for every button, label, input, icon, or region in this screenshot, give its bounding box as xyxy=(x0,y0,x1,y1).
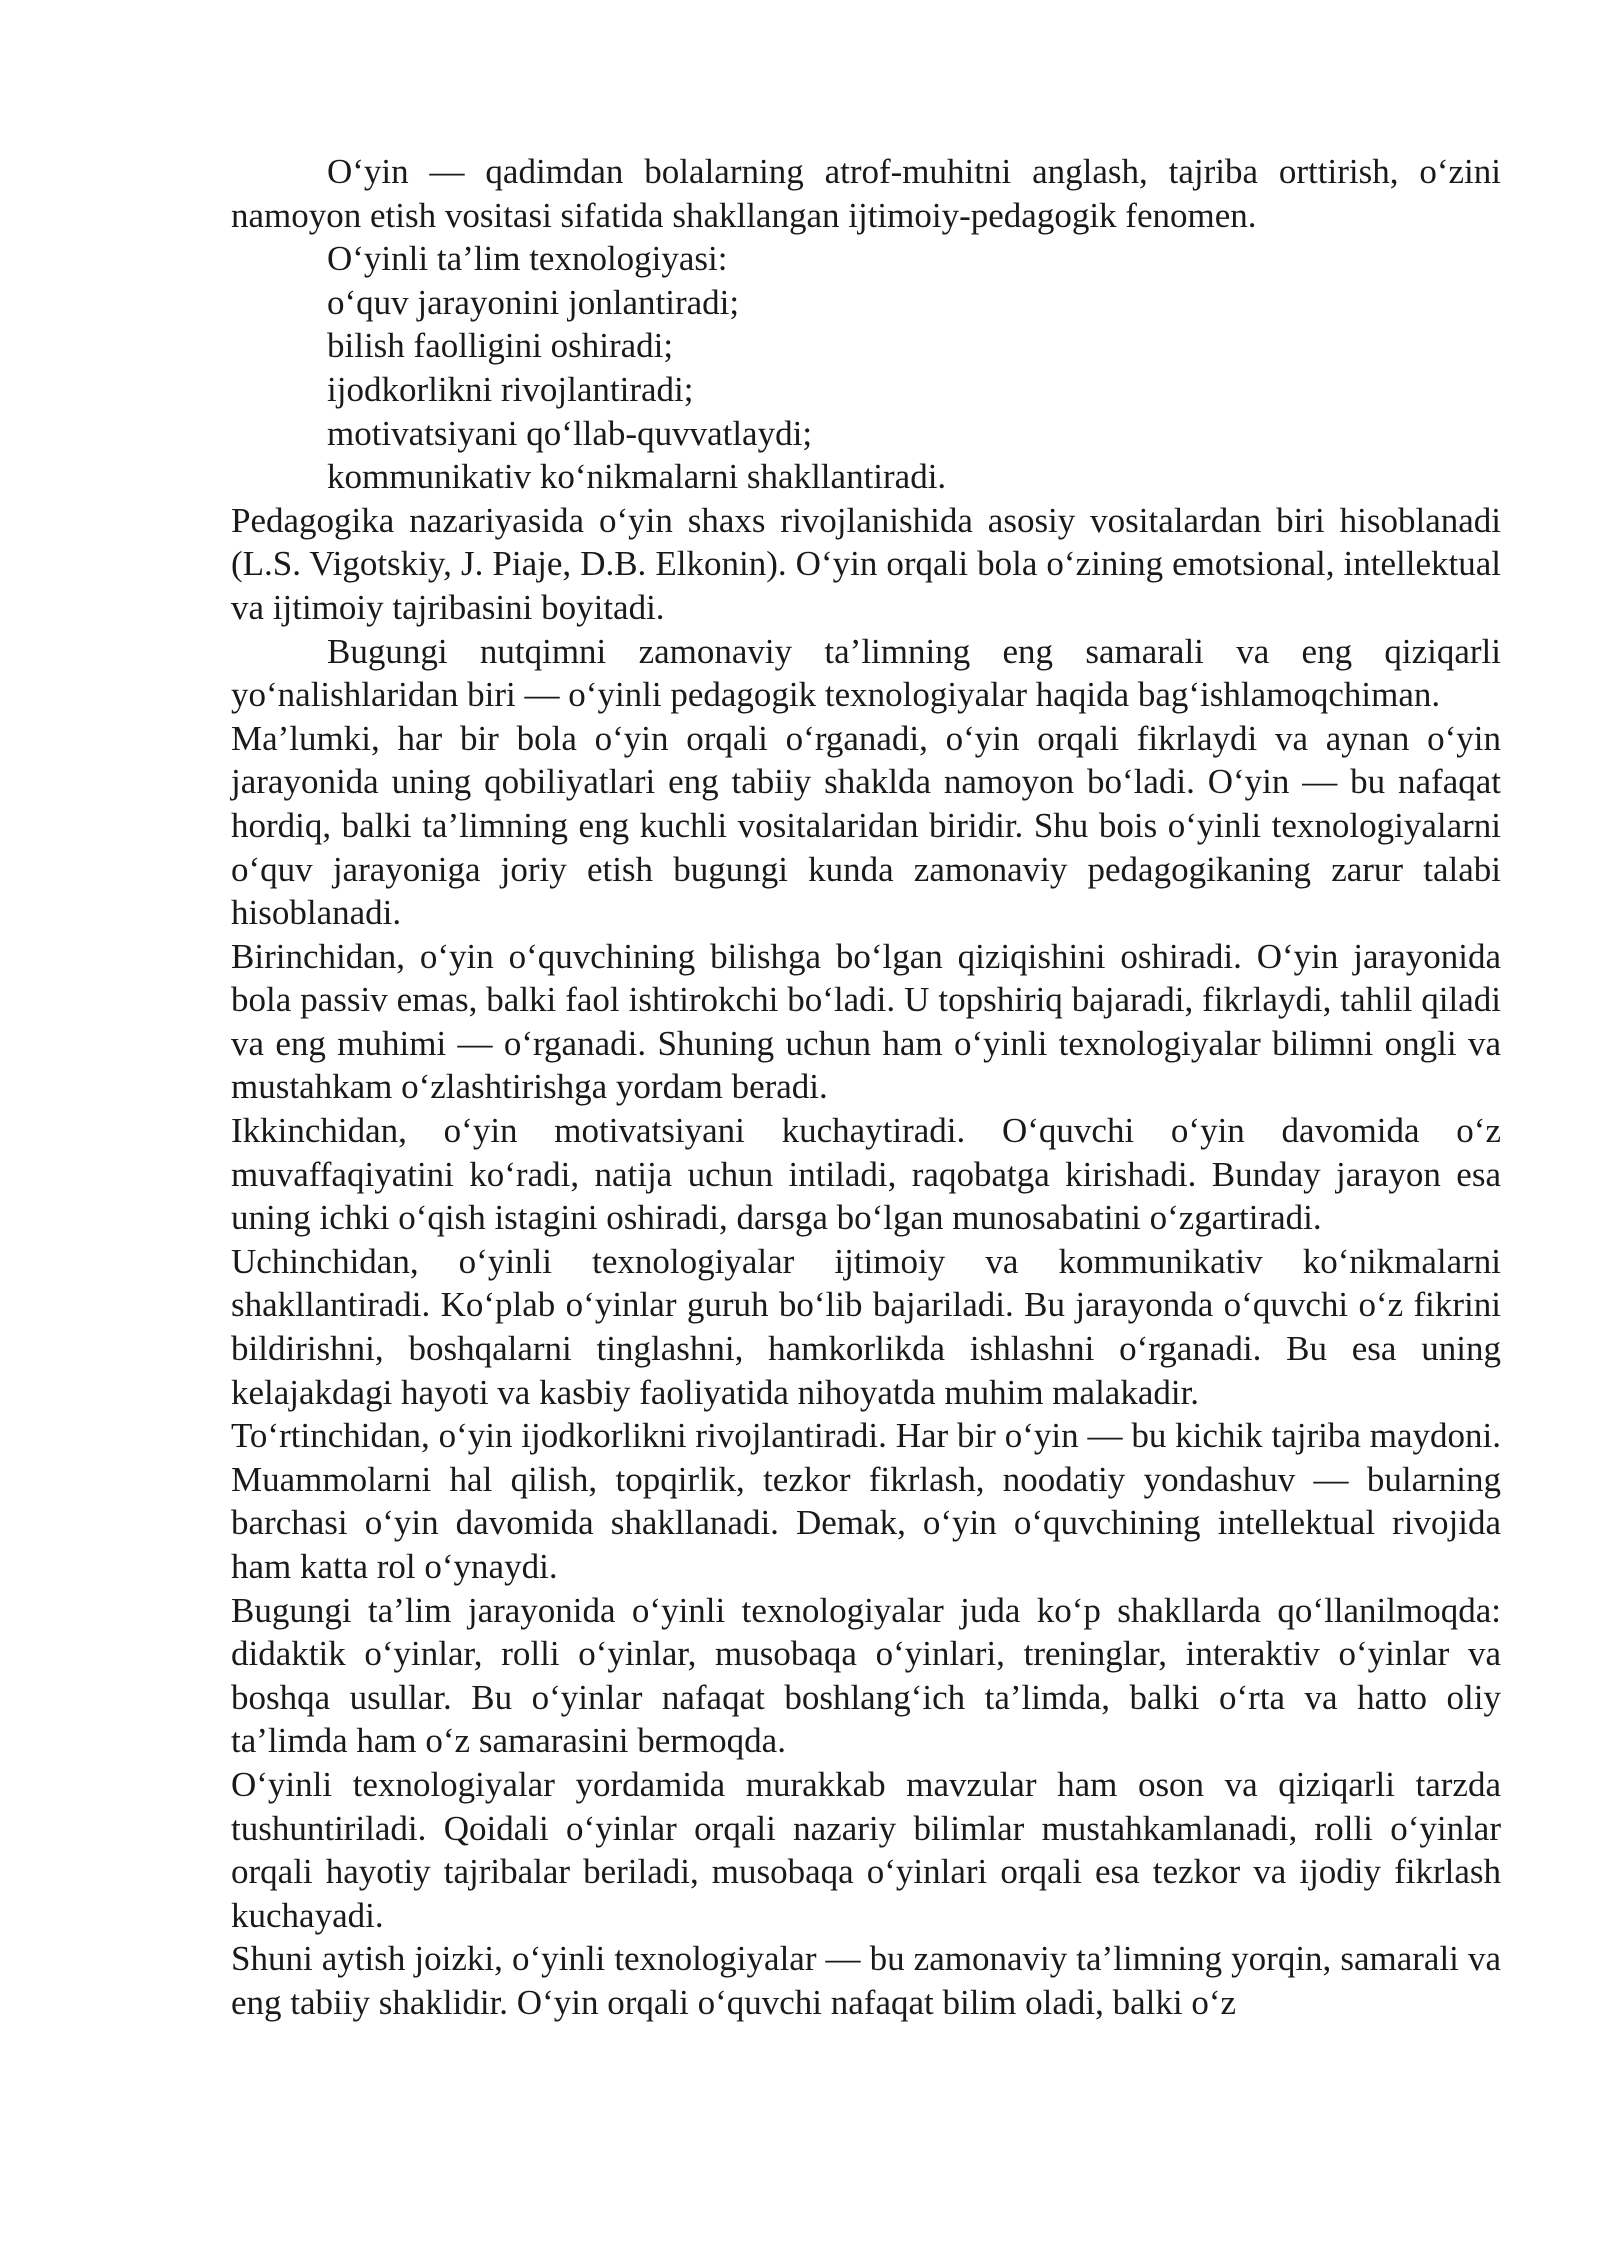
body-paragraph: To‘rtinchidan, o‘yin ijodkorlikni rivojlantiradi. Har bir o‘yin — bu kichik tajriba maydoni. Muammolarni hal qilish, topqirlik, tezkor fikrlash, noodatiy yondashuv — bularning barchasi o‘yin davomida shakllanadi. Demak, o‘yin o‘quvchining intellektual rivojida ham katta rol o‘ynaydi. xyxy=(231,1416,1501,1586)
intro-paragraph: O‘yin — qadimdan bolalarning atrof-muhitni anglash, tajriba orttirish, o‘zini namoyon etish vositasi sifatida shakllangan ijtimoiy-pedagogik fenomen. xyxy=(231,152,1501,235)
body-paragraph: O‘yinli texnologiyalar yordamida murakkab mavzular ham oson va qiziqarli tarzda tushuntiriladi. Qoidali o‘yinlar orqali nazariy bilimlar mustahkamlanadi, rolli o‘yinlar orqali hayotiy tajribalar beriladi, musobaqa o‘yinlari orqali esa tezkor va ijodiy fikrlash kuchayadi. xyxy=(231,1764,1501,1935)
document-page xyxy=(231,150,1501,2025)
body-paragraph: Uchinchidan, o‘yinli texnologiyalar ijtimoiy va kommunikativ ko‘nikmalarni shakllantiradi. Ko‘plab o‘yinlar guruh bo‘lib bajariladi. Bu jarayonda o‘quvchi o‘z fikrini bildirishni, boshqalarni tinglashni, hamkorlikda ishlashni o‘rganadi. Bu esa uning kelajakdagi hayoti va kasbiy faoliyatida nihoyatda muhim malakadir. xyxy=(231,1241,1501,1412)
benefits-list xyxy=(231,281,1501,499)
list-item: kommunikativ ko‘nikmalarni shakllantiradi. xyxy=(327,457,947,497)
list-heading: O‘yinli ta’lim texnologiyasi: xyxy=(327,239,728,279)
body-paragraph: Birinchidan, o‘yin o‘quvchining bilishga bo‘lgan qiziqishini oshiradi. O‘yin jarayonida bola passiv emas, balki faol ishtirokchi bo‘ladi. U topshiriq bajaradi, fikrlaydi, tahlil qiladi va eng muhimi — o‘rganadi. Shuning uchun ham o‘yinli texnologiyalar bilimni ongli va mustahkam o‘zlashtirishga yordam beradi. xyxy=(231,936,1501,1107)
speech-intro-paragraph: Bugungi nutqimni zamonaviy ta’limning eng samarali va eng qiziqarli yo‘nalishlaridan biri — o‘yinli pedagogik texnologiyalar haqida bag‘ishlamoqchiman. xyxy=(231,631,1501,715)
body-paragraph: Ikkinchidan, o‘yin motivatsiyani kuchaytiradi. O‘quvchi o‘yin davomida o‘z muvaffaqiyatini ko‘radi, natija uchun intiladi, raqobatga kirishadi. Bunday jarayon esa uning ichki o‘qish istagini oshiradi, darsga bo‘lgan munosabatini o‘zgartiradi. xyxy=(231,1111,1501,1238)
list-item: bilish faolligini oshiradi; xyxy=(327,326,674,366)
list-item: ijodkorlikni rivojlantiradi; xyxy=(327,369,694,409)
body-paragraph: Ma’lumki, har bir bola o‘yin orqali o‘rganadi, o‘yin orqali fikrlaydi va aynan o‘yin jarayonida uning qobiliyatlari eng tabiiy shaklda namoyon bo‘ladi. O‘yin — bu nafaqat hordiq, balki ta’limning eng kuchli vositalaridan biridir. Shu bois o‘yinli texnologiyalarni o‘quv jarayoniga joriy etish bugungi kunda zamonaviy pedagogikaning zarur talabi hisoblanadi. xyxy=(231,718,1501,933)
body-paragraph: Bugungi ta’lim jarayonida o‘yinli texnologiyalar juda ko‘p shakllarda qo‘llanilmoqda: didaktik o‘yinlar, rolli o‘yinlar, musobaqa o‘yinlari, treninglar, interaktiv o‘yinlar va boshqa usullar. Bu o‘yinlar nafaqat boshlang‘ich ta’limda, balki o‘rta va hatto oliy ta’limda ham o‘z samarasini bermoqda. xyxy=(231,1590,1501,1761)
list-item: o‘quv jarayonini jonlantiradi; xyxy=(327,282,740,322)
closing-paragraph: Shuni aytish joizki, o‘yinli texnologiyalar — bu zamonaviy ta’limning yorqin, samarali va eng tabiiy shaklidir. O‘yin orqali o‘quvchi nafaqat bilim oladi, balki o‘z xyxy=(231,1939,1501,2022)
theory-paragraph: Pedagogika nazariyasida o‘yin shaxs rivojlanishida asosiy vositalardan biri hisoblanadi (L.S. Vigotskiy, J. Piaje, D.B. Elkonin). O‘yin orqali bola o‘zining emotsional, intellektual va ijtimoiy tajribasini boyitadi. xyxy=(231,500,1501,627)
list-item: motivatsiyani qo‘llab-quvvatlaydi; xyxy=(327,413,813,453)
